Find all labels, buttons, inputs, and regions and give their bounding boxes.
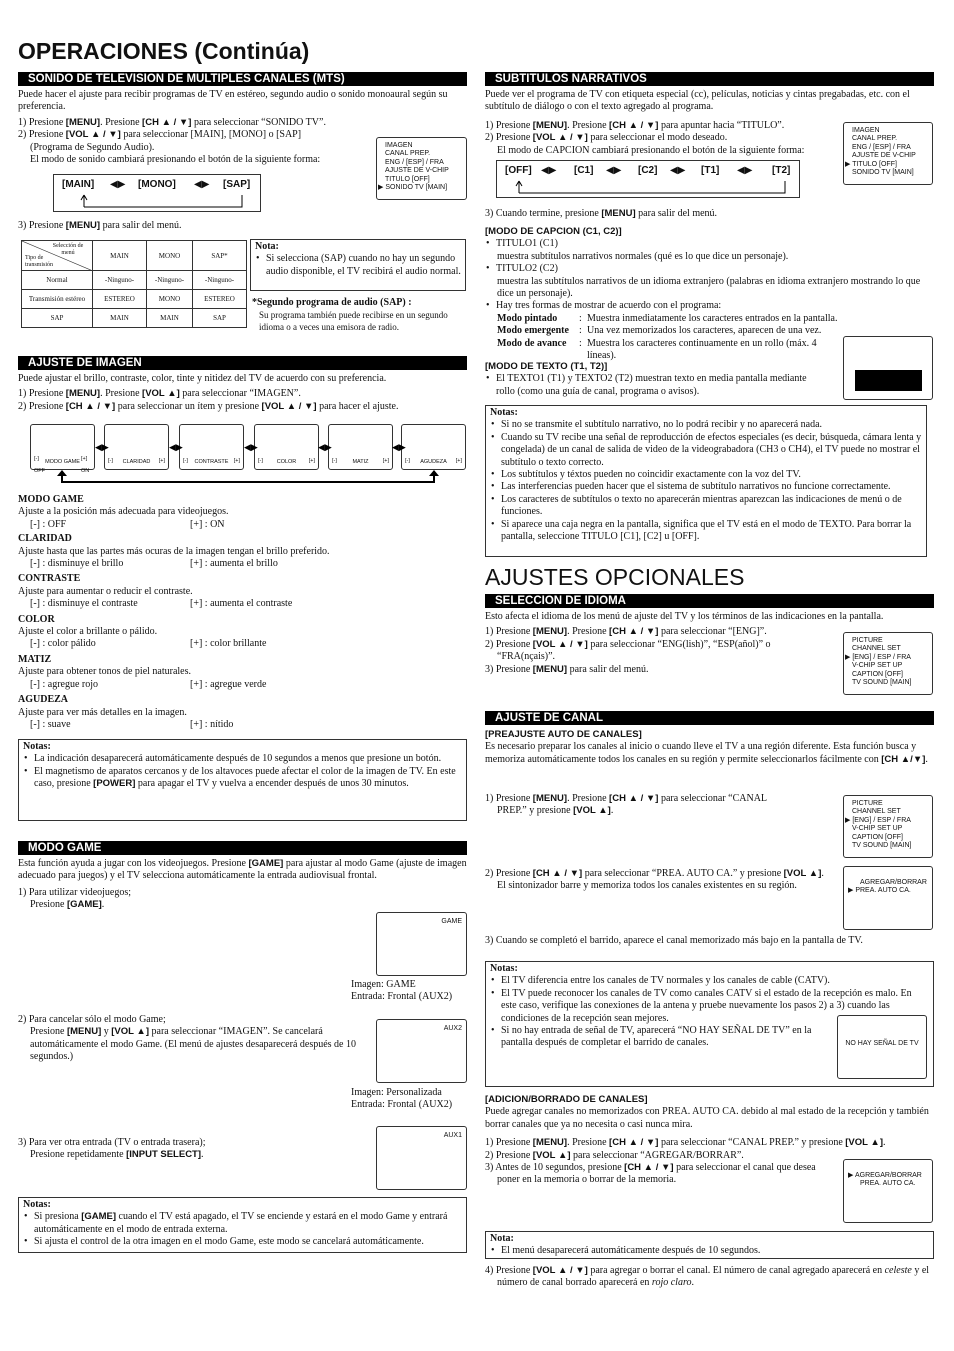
mts-mode-sequence: [MAIN] ◀▶ [MONO] ◀▶ [SAP] (53, 174, 261, 212)
mts-note: Nota: • Si selecciona (SAP) cuando no hay un segundo audio disponible, el TV recibirá el audio normal. (250, 239, 466, 291)
mts-menu-screen: IMAGEN CANAL PREP. ENG / [ESP] / FRA AJUSTE DE V-CHIP TITULO [OFF] ▶ SONIDO TV [MAIN] (376, 137, 467, 200)
imagen-item: CLARIDAD Ajuste hasta que las partes más ocuras de la imagen tengan el brillo preferido. [-] : disminuye el brillo [+] : aumenta el brillo (18, 533, 330, 570)
game-notes: Notas: • Si presiona [GAME] cuando el TV está apagado, el TV se enciende y estará en el modo Game y entrará automáticamente en el modo de entrada externa. • Si ajusta el control de la otra imagen en el modo Game, este modo se cancelará automáticamente. (18, 1197, 467, 1253)
idioma-step1: 1) Presione [MENU]. Presione [CH ▲ / ▼] para seleccionar “[ENG]”. (485, 626, 767, 638)
table-row: Transmisión estéreo ESTEREO MONO ESTEREO (22, 290, 247, 309)
svg-text:◀▶: ◀▶ (244, 443, 258, 453)
game-step2: 2) Para cancelar sólo el modo Game; Presione [MENU] y [VOL ▲] para seleccionar “IMAGEN”. Se cancelará automáticamente el modo Game. (El menú de ajustes desaparecerá después de 10 segundos.) (18, 1014, 356, 1063)
game-caption-1: Imagen: GAME Entrada: Frontal (AUX2) (351, 979, 453, 1003)
thumb-agudeza: [-] AGUDEZA [+] (401, 424, 466, 470)
imagen-item: MODO GAME Ajuste a la posición más adecuada para videojuegos. [-] : OFF [+] : ON (18, 494, 229, 530)
mts-step2-sap: (Programa de Segundo Audio). (30, 141, 155, 153)
svg-text:◀▶: ◀▶ (169, 443, 183, 453)
game-screen-1: GAME (376, 912, 467, 976)
mts-step1: 1) Presione [MENU]. Presione [CH ▲ / ▼] para seleccionar “SONIDO TV”. (18, 116, 326, 128)
subtitulos-step1: 1) Presione [MENU]. Presione [CH ▲ / ▼] para apuntar hacia “TITULO”. (485, 119, 785, 131)
game-intro: Esta función ayuda a jugar con los videojuegos. Presione [GAME] para ajustar al modo Game (ajuste de imagen adecuado para juegos) y el TV selecciona automáticamente la entrada audiovisual frontal. (18, 858, 467, 882)
canal-section (485, 711, 934, 766)
adicion-block: [ADICION/BORRADO DE CANALES] Puede agregar canales no memorizados con PREA. AUTO CA. debido al mal estado de la recepción y también borrar canales que ya no necesita o casi nunca mira. 1) Presione [MENU]. Presione [CH ▲ / ▼] para seleccionar “CANAL PREP.” y presione [VOL ▲]. 2) Presione [VOL ▲] para seleccionar “AGREGAR/BORRAR”. 3) Antes de 10 segundos, presione [CH ▲ / ▼] para seleccionar el canal que desea poner en la memoria o borrar de la memoria. (485, 1094, 929, 1186)
imagen-items (18, 494, 467, 731)
canal-notes: Notas: • El TV diferencia entre los canales de TV normales y los canales de cable (CATV). • El TV puede reconocer los canales de TV como canales CATV si el estado de la recepción es malo. En este caso, verifique las conexiones de la antena y pruebe nuevamente los pasos 2) a 3) cuando las condiciones de la recepción sean mejores. • Si no hay entrada de señal de TV, aparecerá “NO HAY SEÑAL DE TV” en la pantalla después de completar el barrido de canales. (485, 961, 934, 1087)
adicion-menu-screen: ▶ AGREGAR/BORRAR PREA. AUTO CA. (843, 1159, 933, 1223)
imagen-section (18, 356, 467, 413)
idioma-menu-screen: PICTURE CHANNEL SET ▶ [ENG] / ESP / FRA V-CHIP SET UP CAPTION [OFF] TV SOUND [MAIN] (843, 632, 933, 695)
game-caption-2: Imagen: Personalizada Entrada: Frontal (AUX2) (351, 1087, 453, 1111)
game-step1: 1) Para utilizar videojuegos; Presione [GAME]. (18, 886, 132, 911)
thumb-color: [-] COLOR [+] (254, 424, 319, 470)
imagen-item: AGUDEZA Ajuste para ver más detalles en la imagen. [-] : suave [+] : nítido (18, 694, 234, 730)
canal-step1: 1) Presione [MENU]. Presione [CH ▲ / ▼] para seleccionar “CANAL PREP.” y presione [VOL ▲]. (485, 793, 768, 817)
canal-header: AJUSTE DE CANAL (485, 711, 934, 725)
sequence-loop-arrow (497, 161, 801, 199)
caption-mode-sequence: [OFF] ◀▶ [C1] ◀▶ [C2] ◀▶ [T1] ◀▶ [T2] (496, 160, 800, 198)
mts-step2: 2) Presione [VOL ▲ / ▼] para seleccionar [MAIN], [MONO] o [SAP] (18, 129, 302, 141)
subtitulos-step2-cycle: El modo de CAPCION cambiará presionando el botón de la siguiente forma: (497, 144, 805, 156)
page-title: OPERACIONES (Continúa) (18, 38, 310, 64)
sequence-loop-arrow (54, 175, 262, 213)
canal-step2: 2) Presione [CH ▲ / ▼] para seleccionar “PREA. AUTO CA.” y presione [VOL ▲]. El sintonizador barre y memoriza todos los canales existentes en su región. (485, 868, 824, 892)
section-title-opcionales: AJUSTES OPCIONALES (485, 564, 745, 590)
adicion-note: Nota: • El menú desaparecerá automáticamente después de 10 segundos. (485, 1231, 934, 1259)
imagen-notes: Notas: • La indicación desaparecerá automáticamente después de 10 segundos a menos que presione un botón. • El magnetismo de aparatos cercanos y de los altavoces puede afectar el color de la imagen de TV. En este caso, presione [POWER] para apagar el TV y vuelva a encender después de unos 30 minutos. (18, 739, 467, 821)
canal-auto-menu-screen: AGREGAR/BORRAR ▶ PREA. AUTO CA. (843, 866, 933, 930)
text-black-box (855, 370, 922, 391)
subtitulos-notes: Notas: • Si no se transmite el subtítulo narrativo, no lo podrá recibir y no aparecerá nada. • Cuando su TV recibe una señal de reproducción de efectos especiales (es decir, búsqueda, cámara lenta y congelada) de un canal de salida de video de la videograbadora (CH3 o CH4), el TV puede no mostrar el subtítulo o texto correcto. • Los subtítulos y téxtos pueden no coincidir exactamente con la voz del TV. • Las interferencias pueden hacer que el sistema de subtítulo narrativos no funcione correctamente. • Los caracteres de subtítulos o texto no aparecerán mientras aparezcan las indicaciones de menú o de funciones. • Si aparece una caja negra en la pantalla, significa que el TV está en el modo de TEXTO. Para borrar la pantalla, seleccione TITULO [C1], [C2] u [OFF]. (485, 405, 927, 557)
thumb-modo-game: [-] OFF MODO GAME [+] ON (30, 424, 95, 470)
game-screen-3: AUX1 (376, 1126, 467, 1190)
subtitulos-menu-screen: IMAGEN CANAL PREP. ENG / [ESP] / FRA AJUSTE DE V-CHIP ▶ TITULO [OFF] SONIDO TV [MAIN] (843, 122, 933, 185)
game-header: MODO GAME (18, 841, 467, 855)
mts-sap-note: *Segundo programa de audio (SAP) : Su programa también puede recibirse en un segundo idioma o a veces una emisora de radio. (252, 297, 448, 333)
table-row: Normal -Ninguno- -Ninguno- -Ninguno- (22, 271, 247, 290)
no-signal-screen: NO HAY SEÑAL DE TV (837, 1015, 927, 1079)
svg-text:◀▶: ◀▶ (318, 443, 332, 453)
canal-intro: Es necesario preparar los canales al inicio o cuando lleve el TV a una región diferente. Esta función busca y memoriza automáticamente todos los canales en su región y permite seleccionarlos fácilmente con [CH ▲/▼]. (485, 741, 928, 765)
canal-preajuste-title: [PREAJUSTE AUTO DE CANALES] (485, 729, 642, 740)
mts-header: SONIDO DE TELEVISION DE MULTIPLES CANALES (MTS) (18, 72, 467, 86)
subtitulos-step2: 2) Presione [VOL ▲ / ▼] para seleccionar el modo deseado. (485, 132, 728, 144)
text-mode-screen (843, 336, 933, 400)
thumb-contraste: [-] CONTRASTE [+] (179, 424, 244, 470)
imagen-item: MATIZ Ajuste para obtener tonos de piel naturales. [-] : agregue rojo [+] : agregue verde (18, 653, 267, 690)
canal-step3: 3) Cuando se completó el barrido, aparece el canal memorizado más bajo en la pantalla de TV. (485, 935, 863, 946)
imagen-step2: 2) Presione [CH ▲ / ▼] para seleccionar un ítem y presione [VOL ▲ / ▼] para hacer el ajuste. (18, 400, 399, 412)
subtitulos-header: SUBTITULOS NARRATIVOS (485, 72, 934, 86)
thumb-matiz: [-] MATIZ [+] (328, 424, 393, 470)
idioma-step2-fra: “FRA(nçais)”. (497, 651, 556, 663)
idioma-step2: 2) Presione [VOL ▲ / ▼] para seleccionar “ENG(lish)”, “ESP(añol)” o (485, 638, 771, 650)
game-screen-2: AUX2 (376, 1019, 467, 1083)
mts-intro: Puede hacer el ajuste para recibir programas de TV en estéreo, segundo audio o sonido monoaural según su preferencia. (18, 89, 448, 113)
texto-block: [MODO DE TEXTO (T1, T2)] • El TEXTO1 (T1) y TEXTO2 (T2) muestran texto en media pantalla mediante rollo (como una guía de canal, programa o avisos). (485, 357, 815, 398)
imagen-step1: 1) Presione [MENU]. Presione [VOL ▲] para seleccionar “IMAGEN”. (18, 388, 301, 400)
imagen-intro: Puede ajustar el brillo, contraste, color, tinte y nitidez del TV de acuerdo con su preferencia. (18, 373, 387, 384)
imagen-item: COLOR Ajuste el color a brillante o pálido. [-] : color pálido [+] : color brillante (18, 613, 267, 650)
table-row: SAP MAIN MAIN SAP (22, 309, 247, 328)
subtitulos-step3: 3) Cuando termine, presione [MENU] para salir del menú. (485, 208, 718, 219)
game-step3: 3) Para ver otra entrada (TV o entrada trasera); Presione repetidamente [INPUT SELECT]. (18, 1137, 206, 1161)
subtitulos-intro: Puede ver el programa de TV con etiqueta especial (cc), películas, noticias y cintas pregabadas, etc. con el subtítulo de diálogo o con el texto agregado al programa. (485, 89, 910, 113)
mts-table: Selección de menú Tipo de transmisión MAIN MONO SAP* Normal -Ninguno- -Ninguno- -Ninguno- Transmisión estéreo ESTEREO MONO ESTEREO SAP MAIN MAIN SAP (21, 240, 247, 328)
capcion-block: [MODO DE CAPCION (C1, C2)] • TITULO1 (C1) muestra subtítulos narrativos normales (qué es lo que dice un personaje). • TITULO2 (C2) muestra las subtítulos narrativos de un idioma extranjero (palabras en idioma extranjero mostrando lo que dice un personaje). • Hay tres formas de mostrar de acuerdo con el programa: Modo pintado : Muestra inmediatamente los caracteres entrados en la pantalla. Modo emergente : Una vez memorizados los caracteres, aparecen de una vez. Modo de avance : Muestra los caracteres continuamente en un rollo (máx. 4 líneas). (485, 222, 934, 362)
thumb-claridad: [-] CLARIDAD [+] (104, 424, 169, 470)
idioma-header: SELECCION DE IDIOMA (485, 594, 934, 608)
game-section (18, 841, 467, 912)
mts-step2-cycle: El modo de sonido cambiará presionando el botón de la siguiente forma: (30, 154, 321, 166)
imagen-item: CONTRASTE Ajuste para aumentar o reducir el contraste. [-] : disminuye el contraste [+] : aumenta el contraste (18, 573, 293, 610)
idioma-intro: Esto afecta el idioma de los menú de ajuste del TV y los términos de las indicaciones en la pantalla. (485, 611, 884, 622)
mts-step3: 3) Presione [MENU] para salir del menú. (18, 220, 182, 231)
imagen-header: AJUSTE DE IMAGEN (18, 356, 467, 370)
svg-text:◀▶: ◀▶ (95, 443, 109, 453)
svg-text:◀▶: ◀▶ (392, 443, 406, 453)
idioma-step3: 3) Presione [MENU] para salir del menú. (485, 663, 649, 675)
adicion-step4: 4) Presione [VOL ▲ / ▼] para agregar o borrar el canal. El número de canal agregado aparecerá en celeste y el número de canal borrado aparecerá en rojo claro. (485, 1265, 930, 1289)
canal-menu-screen: PICTURE CHANNEL SET ▶ [ENG] / ESP / FRA V-CHIP SET UP CAPTION [OFF] TV SOUND [MAIN] (843, 795, 933, 858)
